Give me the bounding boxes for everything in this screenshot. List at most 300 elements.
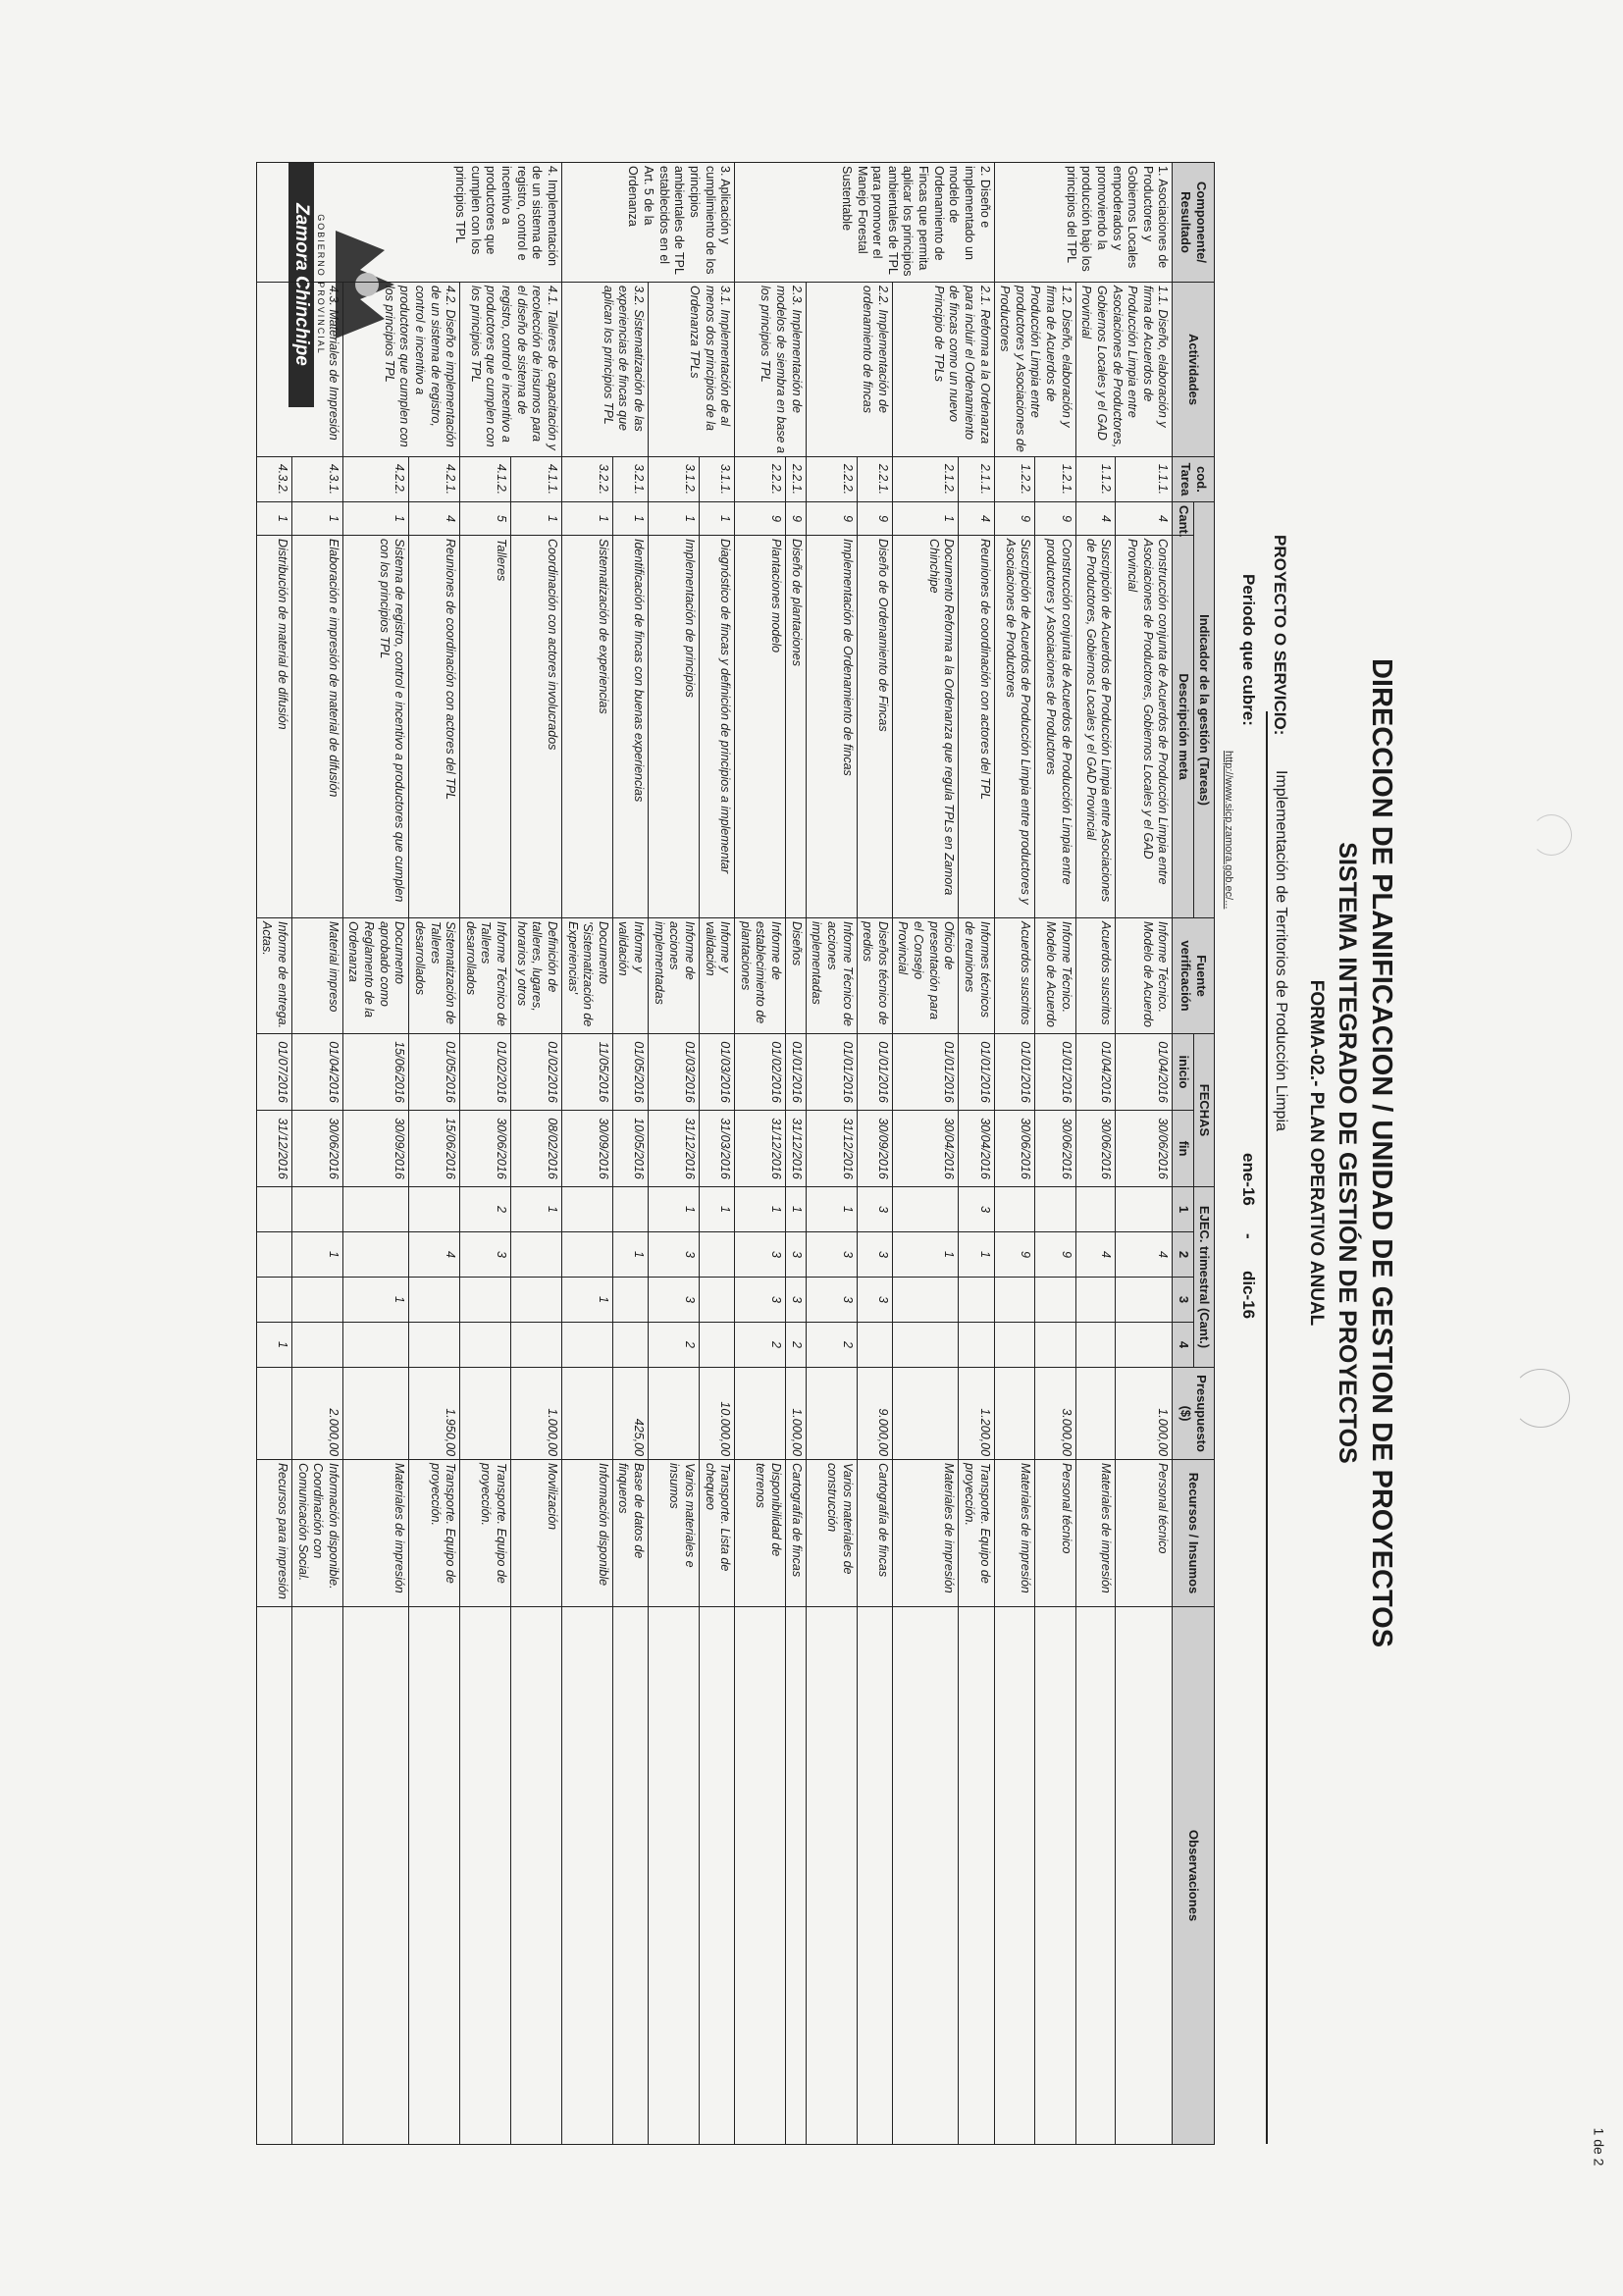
fuente-cell: Informe Técnico. Modelo de Acuerdo bbox=[1035, 918, 1076, 1034]
observaciones-cell bbox=[786, 1607, 807, 2145]
q1-cell bbox=[1116, 1187, 1173, 1232]
page-number: 1 de 2 bbox=[1591, 2127, 1607, 2166]
cant-cell: 5 bbox=[460, 502, 511, 536]
q1-cell bbox=[1075, 1187, 1116, 1232]
observaciones-cell bbox=[1035, 1607, 1076, 2145]
fuente-cell: Informe de entrega. Actas. bbox=[256, 918, 291, 1034]
presupuesto-cell bbox=[806, 1368, 857, 1460]
cant-cell: 4 bbox=[1075, 502, 1116, 536]
description-cell: Construcción conjunta de Acuerdos de Producción Limpia entre productores y Asociaciones de Productores bbox=[1035, 536, 1076, 918]
actividad-cell: 4.3. Materiales de Impresión bbox=[256, 283, 342, 457]
q3-cell: 1 bbox=[562, 1278, 613, 1323]
q2-cell bbox=[511, 1232, 562, 1278]
componente-cell: 3. Aplicación y cumplimiento de los principios ambientales de TPL establecidos en el Art. 5 de la Ordenanza bbox=[562, 163, 735, 283]
actividad-cell: 3.1. Implementación de al menos dos principios de la Ordenanza TPLs bbox=[649, 283, 735, 457]
header-q1: 1 bbox=[1173, 1187, 1193, 1232]
q1-cell bbox=[562, 1187, 613, 1232]
table-row bbox=[959, 163, 994, 2145]
cod-cell: 3.2.1. bbox=[612, 457, 648, 502]
fin-cell: 31/12/2016 bbox=[256, 1111, 291, 1187]
presupuesto-cell: 1.000,00 bbox=[786, 1368, 807, 1460]
q2-cell bbox=[700, 1232, 735, 1278]
presupuesto-cell: 1.000,00 bbox=[1116, 1368, 1173, 1460]
cant-cell: 4 bbox=[959, 502, 994, 536]
q2-cell: 1 bbox=[612, 1232, 648, 1278]
recursos-cell: Información disponible. Coordinación con Comunicación Social. bbox=[292, 1460, 343, 1607]
q2-cell: 4 bbox=[1075, 1232, 1116, 1278]
description-cell: Implementación de Ordenamiento de fincas bbox=[806, 536, 857, 918]
fin-cell: 30/06/2016 bbox=[1035, 1111, 1076, 1187]
description-cell: Diseño de Ordenamiento de Fincas bbox=[857, 536, 892, 918]
q3-cell: 3 bbox=[786, 1278, 807, 1323]
recursos-cell: Base de datos de finqueros bbox=[612, 1460, 648, 1607]
observaciones-cell bbox=[612, 1607, 648, 2145]
description-cell: Sistematización de experiencias bbox=[562, 536, 613, 918]
q4-cell bbox=[612, 1323, 648, 1368]
recursos-cell: Recursos para impresión bbox=[256, 1460, 291, 1607]
fuente-cell: Diseños bbox=[786, 918, 807, 1034]
q2-cell: 9 bbox=[994, 1232, 1035, 1278]
q2-cell: 3 bbox=[857, 1232, 892, 1278]
fuente-cell: Acuerdos suscritos bbox=[1075, 918, 1116, 1034]
q3-cell bbox=[959, 1278, 994, 1323]
table-row bbox=[735, 163, 786, 2145]
fin-cell: 30/09/2016 bbox=[857, 1111, 892, 1187]
header-fin: fin bbox=[1173, 1111, 1193, 1187]
fuente-cell: Material impreso bbox=[292, 918, 343, 1034]
project-value: Implementación de Territorios de Producción Limpia bbox=[1273, 770, 1289, 1131]
observaciones-cell bbox=[342, 1607, 409, 2145]
actividad-cell: 4.2. Diseño e implementación de un sistema de registro, control e incentivo a productores que cumplen con los principios TPL bbox=[342, 283, 459, 457]
description-cell: Plantaciones modelo bbox=[735, 536, 786, 918]
cant-cell: 4 bbox=[1116, 502, 1173, 536]
q4-cell: 2 bbox=[735, 1323, 786, 1368]
cod-cell: 4.2.2. bbox=[342, 457, 409, 502]
fin-cell: 30/06/2016 bbox=[292, 1111, 343, 1187]
observaciones-cell bbox=[959, 1607, 994, 2145]
q3-cell bbox=[256, 1278, 291, 1323]
q3-cell bbox=[409, 1278, 460, 1323]
cant-cell: 9 bbox=[806, 502, 857, 536]
cant-cell: 1 bbox=[649, 502, 700, 536]
q2-cell bbox=[256, 1232, 291, 1278]
inicio-cell: 01/05/2016 bbox=[612, 1034, 648, 1111]
period-label: Periodo que cubre: bbox=[1239, 574, 1258, 726]
q1-cell bbox=[342, 1187, 409, 1232]
inicio-cell: 01/01/2016 bbox=[994, 1034, 1035, 1111]
observaciones-cell bbox=[511, 1607, 562, 2145]
q3-cell bbox=[292, 1278, 343, 1323]
presupuesto-cell: 9.000,00 bbox=[857, 1368, 892, 1460]
source-url[interactable]: http://www.sicp.zamora.gob.ec/... bbox=[1223, 751, 1234, 910]
observaciones-cell bbox=[1116, 1607, 1173, 2145]
fin-cell: 30/09/2016 bbox=[342, 1111, 409, 1187]
q1-cell bbox=[256, 1187, 291, 1232]
description-cell: Construcción conjunta de Acuerdos de Producción Limpia entre Asociaciones de Productores, Gobiernos Locales y el GAD Provincial bbox=[1116, 536, 1173, 918]
table-row bbox=[511, 163, 562, 2145]
title-line3: FORMA-02.- PLAN OPERATIVO ANUAL bbox=[1306, 979, 1327, 1327]
cod-cell: 4.1.1. bbox=[511, 457, 562, 502]
title-line2: SISTEMA INTEGRADO DE GESTIÓN DE PROYECTOS bbox=[1334, 842, 1361, 1464]
cant-cell: 9 bbox=[1035, 502, 1076, 536]
observaciones-cell bbox=[892, 1607, 959, 2145]
description-cell: Talleres bbox=[460, 536, 511, 918]
fuente-cell: Informe de acciones implementadas bbox=[649, 918, 700, 1034]
cant-cell: 1 bbox=[511, 502, 562, 536]
rotated-sheet bbox=[120, 162, 1415, 2144]
q3-cell: 3 bbox=[649, 1278, 700, 1323]
cod-cell: 4.2.1. bbox=[409, 457, 460, 502]
table-row bbox=[409, 163, 460, 2145]
cant-cell: 1 bbox=[256, 502, 291, 536]
table-row bbox=[612, 163, 648, 2145]
fin-cell: 30/09/2016 bbox=[562, 1111, 613, 1187]
header-indicador: Indicador de la gestión (Tareas) bbox=[1193, 502, 1214, 918]
cod-cell: 1.2.1. bbox=[1035, 457, 1076, 502]
q3-cell bbox=[460, 1278, 511, 1323]
table-row bbox=[806, 163, 857, 2145]
table-row bbox=[292, 163, 343, 2145]
q1-cell: 1 bbox=[700, 1187, 735, 1232]
description-cell: Implementación de principios bbox=[649, 536, 700, 918]
header-presupuesto: Presupuesto ($) bbox=[1173, 1368, 1215, 1460]
fin-cell: 30/04/2016 bbox=[959, 1111, 994, 1187]
fin-cell: 31/12/2016 bbox=[735, 1111, 786, 1187]
inicio-cell: 01/01/2016 bbox=[1035, 1034, 1076, 1111]
cod-cell: 2.2.2. bbox=[806, 457, 857, 502]
header-inicio: inicio bbox=[1173, 1034, 1193, 1111]
recursos-cell: Cartografía de fincas bbox=[786, 1460, 807, 1607]
actividad-cell: 1.1. Diseño, elaboración y firma de Acuerdos de Producción Limpia entre Asociaciones de Productores, Gobiernos Locales y el GAD Provincial bbox=[1075, 283, 1173, 457]
fuente-cell: Documento 'Sistematización de Experiencias' bbox=[562, 918, 613, 1034]
title-line1: DIRECCION DE PLANIFICACION / UNIDAD DE GESTION DE PROYECTOS bbox=[1366, 657, 1397, 1648]
presupuesto-cell bbox=[994, 1368, 1035, 1460]
fuente-cell: Documento aprobado como Reglamento de la Ordenanza bbox=[342, 918, 409, 1034]
fin-cell: 30/04/2016 bbox=[892, 1111, 959, 1187]
q3-cell bbox=[612, 1278, 648, 1323]
cant-cell: 1 bbox=[292, 502, 343, 536]
header-q4: 4 bbox=[1173, 1323, 1193, 1368]
inicio-cell: 01/01/2016 bbox=[857, 1034, 892, 1111]
observaciones-cell bbox=[857, 1607, 892, 2145]
componente-cell: 2. Diseño e implementado un modelo de Ordenamiento de Fincas que permita aplicar los principios ambientales de TPL para promover el Manejo Forestal Sustentable bbox=[735, 163, 994, 283]
inicio-cell: 01/05/2016 bbox=[409, 1034, 460, 1111]
description-cell: Identificación de fincas con buenas experiencias bbox=[612, 536, 648, 918]
actividad-cell: 1.2. Diseño, elaboración y firma de Acuerdos de Producción Limpia entre productores y Asociaciones de Productores bbox=[994, 283, 1075, 457]
q1-cell: 1 bbox=[511, 1187, 562, 1232]
recursos-cell: Transporte. Equipo de proyección. bbox=[460, 1460, 511, 1607]
table-row bbox=[562, 163, 613, 2145]
cod-cell: 1.1.2. bbox=[1075, 457, 1116, 502]
header-recursos: Recursos / Insumos bbox=[1173, 1460, 1215, 1607]
q4-cell bbox=[1116, 1323, 1173, 1368]
inicio-cell: 01/03/2016 bbox=[649, 1034, 700, 1111]
fuente-cell: Informes técnicos de reuniones bbox=[959, 918, 994, 1034]
project-label: PROYECTO O SERVICIO: bbox=[1271, 535, 1289, 736]
q4-cell bbox=[959, 1323, 994, 1368]
header-componente: Componente/ Resultado bbox=[1173, 163, 1215, 283]
observaciones-cell bbox=[1075, 1607, 1116, 2145]
description-cell: Reuniones de coordinación con actores del TPL bbox=[959, 536, 994, 918]
q1-cell: 3 bbox=[857, 1187, 892, 1232]
q3-cell bbox=[700, 1278, 735, 1323]
q4-cell: 2 bbox=[806, 1323, 857, 1368]
q1-cell bbox=[1035, 1187, 1076, 1232]
actividad-cell: 2.3. Implementación de modelos de siembra en base a los principios TPL bbox=[735, 283, 807, 457]
q2-cell: 3 bbox=[649, 1232, 700, 1278]
fin-cell: 30/06/2016 bbox=[460, 1111, 511, 1187]
q4-cell: 2 bbox=[786, 1323, 807, 1368]
q1-cell: 1 bbox=[806, 1187, 857, 1232]
scan-mark bbox=[1511, 1369, 1570, 1428]
cod-cell: 2.2.1. bbox=[857, 457, 892, 502]
q1-cell: 2 bbox=[460, 1187, 511, 1232]
q4-cell bbox=[409, 1323, 460, 1368]
cod-cell: 2.1.1. bbox=[959, 457, 994, 502]
componente-cell: 1. Asociaciones de Productores y Gobiernos Locales empoderados y promoviendo la producción bajo los principios del TPL bbox=[994, 163, 1173, 283]
fuente-cell: Definición de talleres, lugares, horarios y otros bbox=[511, 918, 562, 1034]
presupuesto-cell: 1.950,00 bbox=[409, 1368, 460, 1460]
inicio-cell: 01/01/2016 bbox=[892, 1034, 959, 1111]
period-dash: - bbox=[1239, 1233, 1258, 1239]
fuente-cell: Informe Técnico. Modelo de Acuerdo bbox=[1116, 918, 1173, 1034]
table-row bbox=[700, 163, 735, 2145]
fin-cell: 31/12/2016 bbox=[649, 1111, 700, 1187]
description-cell: Distribución de material de difusión bbox=[256, 536, 291, 918]
q2-cell: 1 bbox=[892, 1232, 959, 1278]
observaciones-cell bbox=[735, 1607, 786, 2145]
recursos-cell: Transporte. Equipo de proyección. bbox=[409, 1460, 460, 1607]
recursos-cell: Materiales de impresión bbox=[1075, 1460, 1116, 1607]
table-row bbox=[994, 163, 1035, 2145]
q3-cell: 1 bbox=[342, 1278, 409, 1323]
q4-cell bbox=[700, 1323, 735, 1368]
cant-cell: 1 bbox=[562, 502, 613, 536]
inicio-cell: 01/02/2016 bbox=[511, 1034, 562, 1111]
fuente-cell: Diseños técnico de predios bbox=[857, 918, 892, 1034]
table-row bbox=[1116, 163, 1173, 2145]
recursos-cell: Movilización bbox=[511, 1460, 562, 1607]
table-row bbox=[256, 163, 291, 2145]
recursos-cell: Varios materiales e insumos bbox=[649, 1460, 700, 1607]
observaciones-cell bbox=[256, 1607, 291, 2145]
table-header-row-1 bbox=[1193, 163, 1214, 2145]
fin-cell: 31/12/2016 bbox=[786, 1111, 807, 1187]
cod-cell: 3.1.2. bbox=[649, 457, 700, 502]
header-fuente: Fuente verificación bbox=[1173, 918, 1215, 1034]
presupuesto-cell bbox=[460, 1368, 511, 1460]
q1-cell: 1 bbox=[735, 1187, 786, 1232]
table-row bbox=[649, 163, 700, 2145]
description-cell: Suscripción de Acuerdos de Producción Limpia entre Asociaciones de Productores, Gobiernos Locales y el GAD Provincial bbox=[1075, 536, 1116, 918]
description-cell: Suscripción de Acuerdos de Producción Limpia entre productores y Asociaciones de Productores bbox=[994, 536, 1035, 918]
q4-cell bbox=[511, 1323, 562, 1368]
header-cant: Cant. bbox=[1173, 502, 1193, 536]
presupuesto-cell: 10.000,00 bbox=[700, 1368, 735, 1460]
cod-cell: 2.2.2. bbox=[735, 457, 786, 502]
cant-cell: 9 bbox=[786, 502, 807, 536]
cant-cell: 1 bbox=[700, 502, 735, 536]
actividad-cell: 2.2. Implementación de ordenamiento de fincas bbox=[806, 283, 892, 457]
q4-cell bbox=[857, 1323, 892, 1368]
cant-cell: 4 bbox=[409, 502, 460, 536]
q2-cell: 1 bbox=[292, 1232, 343, 1278]
recursos-cell: Personal técnico bbox=[1116, 1460, 1173, 1607]
q4-cell bbox=[460, 1323, 511, 1368]
inicio-cell: 01/03/2016 bbox=[700, 1034, 735, 1111]
inicio-cell: 11/05/2016 bbox=[562, 1034, 613, 1111]
header-descripcion: Descripción meta bbox=[1173, 536, 1193, 918]
q1-cell: 1 bbox=[649, 1187, 700, 1232]
q3-cell bbox=[892, 1278, 959, 1323]
fuente-cell: Informe de establecimiento de plantaciones bbox=[735, 918, 786, 1034]
q2-cell: 3 bbox=[806, 1232, 857, 1278]
observaciones-cell bbox=[700, 1607, 735, 2145]
recursos-cell: Información disponible bbox=[562, 1460, 613, 1607]
cant-cell: 9 bbox=[857, 502, 892, 536]
cod-cell: 1.2.2. bbox=[994, 457, 1035, 502]
inicio-cell: 01/04/2016 bbox=[1075, 1034, 1116, 1111]
fin-cell: 15/06/2016 bbox=[409, 1111, 460, 1187]
presupuesto-cell bbox=[735, 1368, 786, 1460]
fuente-cell: Oficio de presentación para el Consejo Provincial bbox=[892, 918, 959, 1034]
project-underline bbox=[1266, 711, 1268, 2144]
recursos-cell: Materiales de impresión bbox=[994, 1460, 1035, 1607]
presupuesto-cell bbox=[1075, 1368, 1116, 1460]
recursos-cell: Materiales de impresión bbox=[892, 1460, 959, 1607]
inicio-cell: 01/01/2016 bbox=[959, 1034, 994, 1111]
cod-cell: 1.1.1. bbox=[1116, 457, 1173, 502]
observaciones-cell bbox=[409, 1607, 460, 2145]
period-to: dic-16 bbox=[1239, 1271, 1258, 1320]
fuente-cell: Acuerdos suscritos bbox=[994, 918, 1035, 1034]
q4-cell bbox=[994, 1323, 1035, 1368]
cod-cell: 2.2.1. bbox=[786, 457, 807, 502]
q4-cell bbox=[292, 1323, 343, 1368]
presupuesto-cell: 3.000,00 bbox=[1035, 1368, 1076, 1460]
cant-cell: 1 bbox=[612, 502, 648, 536]
fuente-cell: Informe y validación bbox=[612, 918, 648, 1034]
header-q3: 3 bbox=[1173, 1278, 1193, 1323]
header-actividades: Actividades bbox=[1173, 283, 1215, 457]
table-row bbox=[1035, 163, 1076, 2145]
description-cell: Reuniones de coordinación con actores del TPL bbox=[409, 536, 460, 918]
cod-cell: 4.1.2. bbox=[460, 457, 511, 502]
q2-cell bbox=[562, 1232, 613, 1278]
description-cell: Coordinación con actores involucrados bbox=[511, 536, 562, 918]
q2-cell: 4 bbox=[1116, 1232, 1173, 1278]
q1-cell bbox=[409, 1187, 460, 1232]
fin-cell: 08/02/2016 bbox=[511, 1111, 562, 1187]
q2-cell: 9 bbox=[1035, 1232, 1076, 1278]
q4-cell bbox=[892, 1323, 959, 1368]
fuente-cell: Sistematización de Talleres desarrollados bbox=[409, 918, 460, 1034]
recursos-cell: Cartografía de fincas bbox=[857, 1460, 892, 1607]
q1-cell: 1 bbox=[786, 1187, 807, 1232]
q4-cell bbox=[342, 1323, 409, 1368]
header-cod: cod. Tarea bbox=[1173, 457, 1215, 502]
presupuesto-cell: 2.000,00 bbox=[292, 1368, 343, 1460]
presupuesto-cell: 1.200,00 bbox=[959, 1368, 994, 1460]
recursos-cell: Disponibilidad de terrenos bbox=[735, 1460, 786, 1607]
fin-cell: 30/06/2016 bbox=[994, 1111, 1035, 1187]
q3-cell bbox=[994, 1278, 1035, 1323]
q4-cell: 1 bbox=[256, 1323, 291, 1368]
header-observaciones: Observaciones bbox=[1173, 1607, 1215, 2145]
recursos-cell: Personal técnico bbox=[1035, 1460, 1076, 1607]
inicio-cell: 01/01/2016 bbox=[786, 1034, 807, 1111]
q2-cell: 4 bbox=[409, 1232, 460, 1278]
componente-cell: 4. Implementación de un sistema de registro, control e incentivo a productores que cumplen con los principios TPL bbox=[256, 163, 561, 283]
observaciones-cell bbox=[806, 1607, 857, 2145]
observaciones-cell bbox=[562, 1607, 613, 2145]
q3-cell: 3 bbox=[806, 1278, 857, 1323]
q4-cell bbox=[562, 1323, 613, 1368]
logo-small-text: GOBIERNO PROVINCIAL bbox=[316, 214, 326, 355]
table-body bbox=[256, 163, 1173, 2145]
fuente-cell: Informe y validación bbox=[700, 918, 735, 1034]
table-row bbox=[460, 163, 511, 2145]
q3-cell bbox=[1116, 1278, 1173, 1323]
table-row bbox=[857, 163, 892, 2145]
actividad-cell: 4.1. Talleres de capacitación y recolección de insumos para el diseño de sistema de registro, control e incentivo a productores que cumplen con los principios TPL bbox=[460, 283, 562, 457]
cant-cell: 1 bbox=[342, 502, 409, 536]
inicio-cell: 01/02/2016 bbox=[460, 1034, 511, 1111]
q3-cell bbox=[1075, 1278, 1116, 1323]
cod-cell: 3.2.2. bbox=[562, 457, 613, 502]
q3-cell: 3 bbox=[735, 1278, 786, 1323]
observaciones-cell bbox=[292, 1607, 343, 2145]
fin-cell: 31/12/2016 bbox=[806, 1111, 857, 1187]
actividad-cell: 3.2. Sistematización de las experiencias de fincas que aplican los principios TPL bbox=[562, 283, 649, 457]
poa-table bbox=[256, 162, 1215, 2145]
inicio-cell: 01/04/2016 bbox=[292, 1034, 343, 1111]
presupuesto-cell: 1.000,00 bbox=[511, 1368, 562, 1460]
cod-cell: 4.3.2. bbox=[256, 457, 291, 502]
q1-cell bbox=[892, 1187, 959, 1232]
q2-cell bbox=[342, 1232, 409, 1278]
q3-cell: 3 bbox=[857, 1278, 892, 1323]
recursos-cell: Transporte. Lista de chequeo bbox=[700, 1460, 735, 1607]
fuente-cell: Informe Técnico de acciones implementadas bbox=[806, 918, 857, 1034]
presupuesto-cell bbox=[649, 1368, 700, 1460]
observaciones-cell bbox=[460, 1607, 511, 2145]
fin-cell: 31/03/2016 bbox=[700, 1111, 735, 1187]
q4-cell bbox=[1075, 1323, 1116, 1368]
inicio-cell: 15/06/2016 bbox=[342, 1034, 409, 1111]
q2-cell: 3 bbox=[786, 1232, 807, 1278]
scan-mark bbox=[1531, 814, 1572, 856]
q2-cell: 3 bbox=[460, 1232, 511, 1278]
cod-cell: 4.3.1. bbox=[292, 457, 343, 502]
description-cell: Documento Reforma a la Ordenanza que regula TPLs en Zamora Chinchipe bbox=[892, 536, 959, 918]
cant-cell: 9 bbox=[735, 502, 786, 536]
fin-cell: 30/06/2016 bbox=[1075, 1111, 1116, 1187]
cod-cell: 2.1.2. bbox=[892, 457, 959, 502]
table-row bbox=[342, 163, 409, 2145]
table-row bbox=[892, 163, 959, 2145]
observaciones-cell bbox=[649, 1607, 700, 2145]
q1-cell bbox=[292, 1187, 343, 1232]
q1-cell: 3 bbox=[959, 1187, 994, 1232]
description-cell: Diseño de plantaciones bbox=[786, 536, 807, 918]
q1-cell bbox=[612, 1187, 648, 1232]
actividad-cell: 2.1. Reforma a la Ordenanza para incluir el Ordenamiento de fincas como un nuevo Principio de TPLs bbox=[892, 283, 994, 457]
presupuesto-cell bbox=[256, 1368, 291, 1460]
table-row bbox=[786, 163, 807, 2145]
recursos-cell: Varios materiales de construcción bbox=[806, 1460, 857, 1607]
period-from: ene-16 bbox=[1239, 1153, 1258, 1206]
